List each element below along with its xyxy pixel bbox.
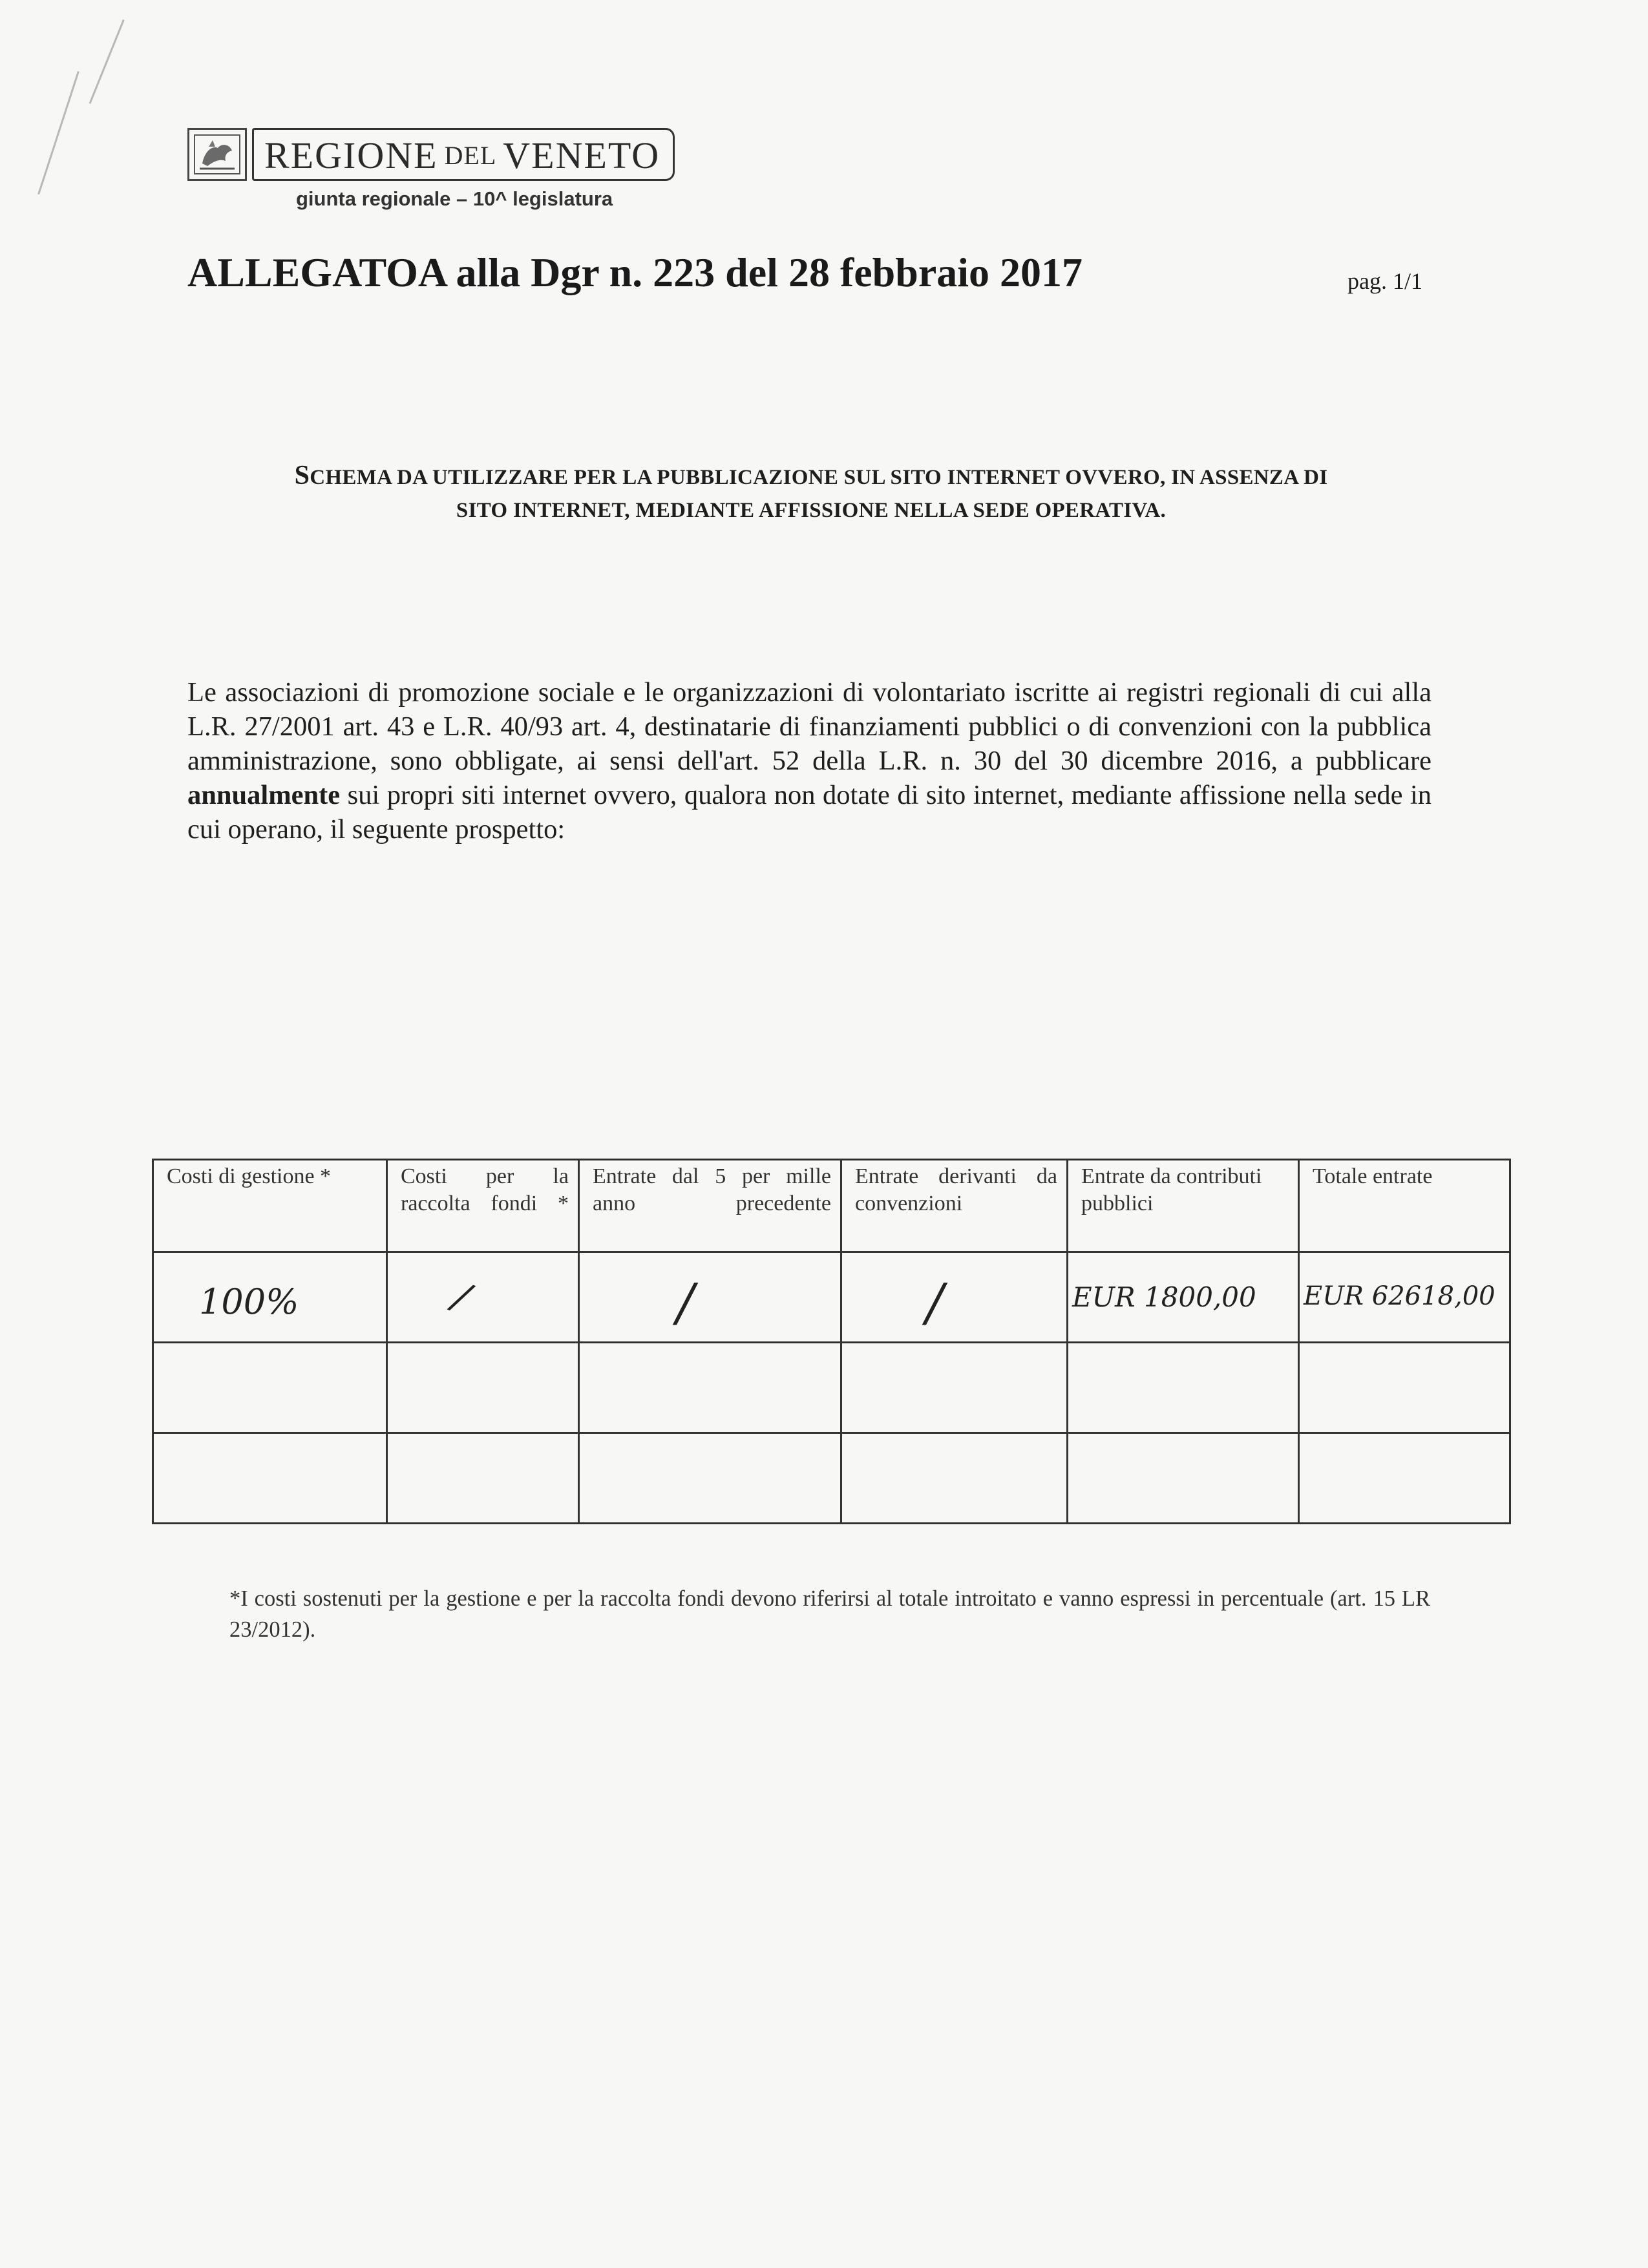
table-cell	[841, 1252, 1068, 1343]
schema-heading-line1-text: CHEMA DA UTILIZZARE PER LA PUBBLICAZIONE SUL SITO INTERNET OVVERO, IN ASSENZA DI	[310, 466, 1328, 489]
schema-heading-line2: SITO INTERNET, MEDIANTE AFFISSIONE NELLA SEDE OPERATIVA.	[456, 499, 1167, 522]
header-totale-entrate: Totale entrate	[1299, 1160, 1510, 1252]
table-cell	[579, 1343, 841, 1433]
table-cell	[1068, 1252, 1299, 1343]
intro-bold-word: annualmente	[187, 780, 341, 810]
intro-text-after: sui propri siti internet ovvero, qualora non dotate di sito internet, mediante affissione nella sede in cui operano, il seguente prospetto:	[187, 780, 1431, 845]
schema-heading-initial: S	[294, 461, 310, 490]
scan-mark	[89, 19, 125, 104]
header-entrate-5-per-mille: Entrate dal 5 per mille anno precedente	[579, 1160, 841, 1252]
handwritten-value: EUR 62618,00	[1304, 1281, 1495, 1311]
table-cell	[387, 1252, 579, 1343]
logo-word-del: DEL	[444, 140, 497, 170]
intro-paragraph	[187, 675, 1431, 846]
table-row	[153, 1343, 1510, 1433]
table-cell	[1068, 1433, 1299, 1524]
handwritten-dash: /	[447, 1274, 476, 1321]
table-row	[153, 1433, 1510, 1524]
document-title: ALLEGATOA alla Dgr n. 223 del 28 febbraio 2017	[187, 249, 1083, 295]
scan-mark	[37, 71, 79, 194]
table-cell	[1068, 1343, 1299, 1433]
handwritten-value: 100%	[199, 1281, 299, 1322]
table-cell	[841, 1433, 1068, 1524]
logo-word-veneto: VENETO	[503, 134, 660, 176]
header-costi-gestione: Costi di gestione *	[153, 1160, 387, 1252]
header-costi-raccolta: Costi per la raccolta fondi *	[387, 1160, 579, 1252]
logo-subtitle: giunta regionale – 10^ legislatura	[296, 187, 613, 210]
header-entrate-contributi: Entrate da contributi pubblici	[1068, 1160, 1299, 1252]
table-cell	[841, 1343, 1068, 1433]
table-header-row	[153, 1160, 1510, 1252]
table-cell	[387, 1343, 579, 1433]
table-row	[153, 1252, 1510, 1343]
header-entrate-convenzioni: Entrate derivanti da convenzioni	[841, 1160, 1068, 1252]
handwritten-dash: /	[926, 1272, 944, 1332]
handwritten-dash: /	[677, 1272, 694, 1332]
table-cell	[153, 1343, 387, 1433]
table-cell	[387, 1433, 579, 1524]
logo-wordmark	[252, 128, 675, 181]
table-cell	[153, 1433, 387, 1524]
footnote: *I costi sostenuti per la gestione e per la raccolta fondi devono riferirsi al totale introitato e vanno espressi in percentuale (art. 15 LR 23/2012).	[229, 1586, 1430, 1642]
lion-crest-icon	[187, 128, 247, 181]
schema-heading-line1	[187, 460, 1435, 491]
table-cell	[1299, 1252, 1510, 1343]
logo-word-regione: REGIONE	[264, 134, 438, 176]
table-cell	[579, 1433, 841, 1524]
table-cell	[1299, 1343, 1510, 1433]
page-number: pag. 1/1	[1347, 268, 1422, 294]
table-cell	[1299, 1433, 1510, 1524]
table-cell	[153, 1252, 387, 1343]
handwritten-value: EUR 1800,00	[1072, 1281, 1256, 1313]
table-cell	[579, 1252, 841, 1343]
financial-table	[152, 1159, 1511, 1524]
region-logo	[187, 128, 675, 181]
intro-text-before: Le associazioni di promozione sociale e le organizzazioni di volontariato iscritte ai registri regionali di cui alla L.R. 27/2001 art. 43 e L.R. 40/93 art. 4, destinatarie di finanziamenti pubblici o di convenzioni con la pubblica amministrazione, sono obbligate, ai sensi dell'art. 52 della L.R. n. 30 del 30 dicembre 2016, a pubblicare	[187, 677, 1431, 776]
